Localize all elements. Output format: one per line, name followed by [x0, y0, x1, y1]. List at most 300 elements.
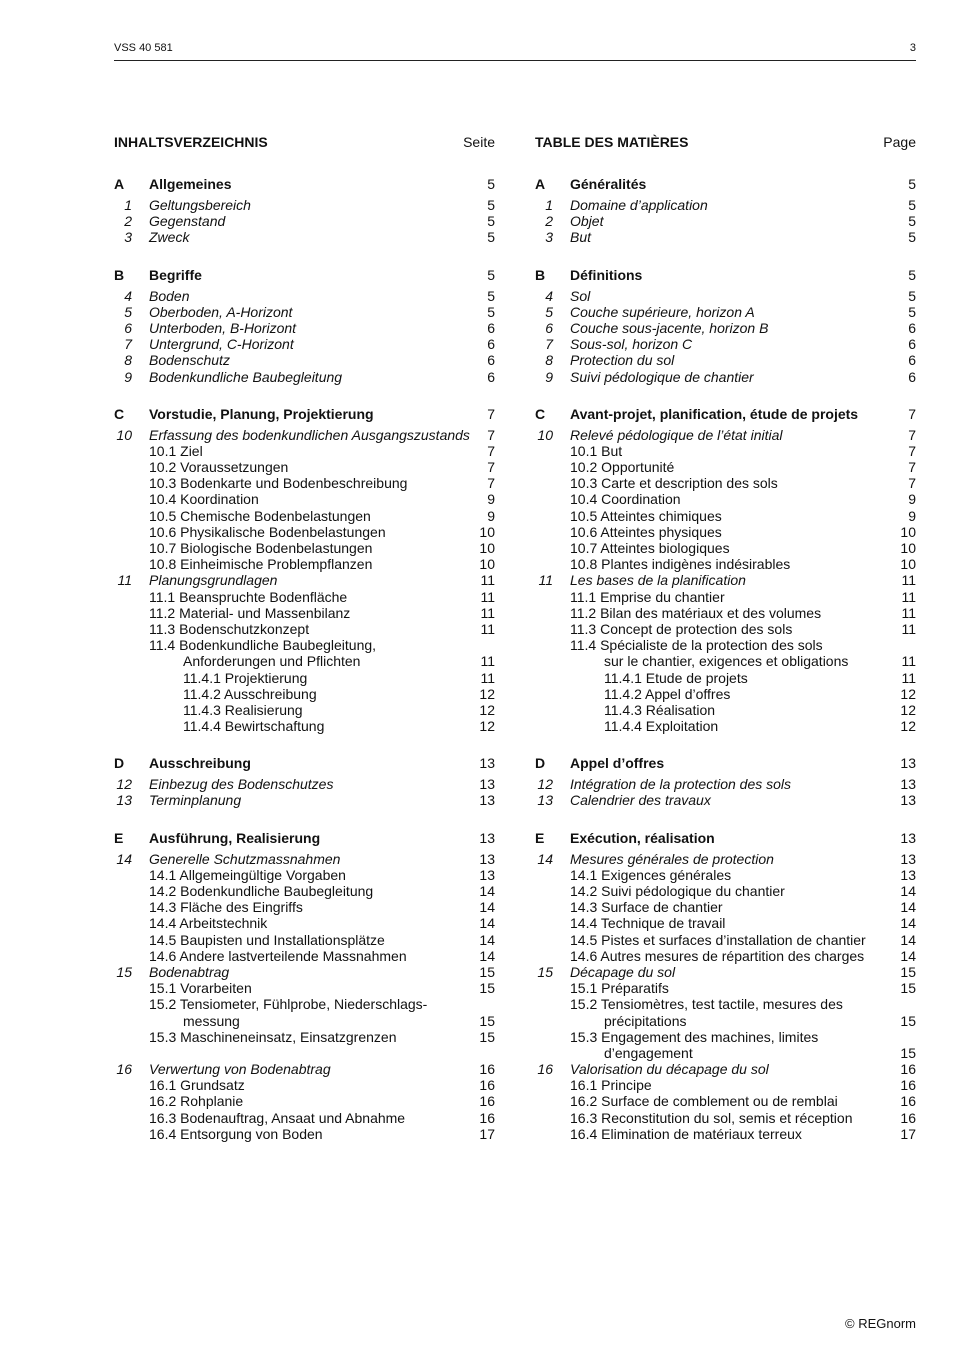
- toc-subentry: [535, 508, 916, 524]
- toc-entry-label: 16.3 Reconstitution du sol, semis et réception: [570, 1109, 853, 1126]
- toc-chapter-entry: [535, 197, 916, 213]
- section-spacer: [535, 385, 916, 403]
- toc-entry-label: 14.4 Arbeitstechnik: [149, 915, 268, 932]
- toc-entry-number: D: [535, 755, 546, 772]
- toc-entry-label: 10.6 Physikalische Bodenbelastungen: [149, 523, 386, 540]
- toc-entry-number: 16: [537, 1061, 553, 1078]
- toc-entry-page: 5: [908, 176, 916, 192]
- toc-subentry: [535, 605, 916, 621]
- toc-entry-label: précipitations: [604, 1012, 687, 1029]
- toc-entry-page: 10: [900, 523, 916, 540]
- toc-entry-page: 5: [487, 287, 495, 304]
- toc-entry-label: Planungsgrundlagen: [149, 572, 278, 589]
- toc-entry-page: 7: [487, 475, 495, 492]
- toc-subentry: [535, 1110, 916, 1126]
- toc-subentry: [114, 491, 495, 507]
- toc-entry-page: 16: [479, 1093, 495, 1110]
- toc-entry-label: 10.4 Koordination: [149, 491, 259, 508]
- toc-entry-number: 9: [545, 368, 553, 385]
- toc-entry-label: sur le chantier, exigences et obligations: [604, 653, 849, 670]
- toc-chapter-entry: [535, 851, 916, 867]
- toc-entry-page: 11: [901, 588, 916, 605]
- toc-entry-page: 11: [480, 669, 495, 686]
- toc-entry-page: 12: [900, 701, 916, 718]
- toc-entry-label: Couche supérieure, horizon A: [570, 303, 755, 320]
- toc-entry-page: 11: [901, 620, 916, 637]
- toc-entry-label: 14.6 Andere lastverteilende Massnahmen: [149, 947, 407, 964]
- toc-entry-page: 14: [479, 931, 495, 948]
- toc-entry-label: Verwertung von Bodenabtrag: [149, 1061, 331, 1078]
- toc-entry-label: Définitions: [570, 266, 643, 283]
- toc-subentry: [114, 540, 495, 556]
- toc-entry-label: 16.1 Grundsatz: [149, 1077, 245, 1094]
- toc-entry-number: 8: [124, 352, 132, 369]
- toc-entry-page: 12: [479, 718, 495, 735]
- toc-entry-page: 9: [908, 491, 916, 508]
- toc-subentry: [114, 475, 495, 491]
- toc-entry-label: But: [570, 229, 592, 246]
- toc-entry-label: Gegenstand: [149, 213, 226, 230]
- toc-entry-page: 13: [900, 866, 916, 883]
- toc-chapter-entry: [114, 288, 495, 304]
- toc-entry-label: 16.4 Elimination de matériaux terreux: [570, 1125, 802, 1142]
- toc-entry-label: 10.7 Atteintes biologiques: [570, 540, 730, 556]
- toc-subentry: [535, 932, 916, 948]
- toc-section-heading: [114, 173, 495, 195]
- toc-entry-page: 7: [908, 475, 916, 492]
- toc-subentry: [114, 718, 495, 734]
- toc-entry-label: 10.6 Atteintes physiques: [570, 523, 722, 540]
- toc-subentry: [114, 443, 495, 459]
- toc-entry-page: 14: [479, 915, 495, 932]
- toc-entry-label: Generelle Schutzmassnahmen: [149, 850, 341, 867]
- toc-entry-page: 9: [487, 507, 495, 524]
- toc-chapter-entry: [114, 229, 495, 245]
- toc-entry-page: 11: [901, 604, 916, 621]
- toc-subentry: [114, 637, 495, 653]
- toc-title: INHALTSVERZEICHNIS: [114, 134, 268, 150]
- toc-entry-label: 15.1 Préparatifs: [570, 980, 669, 997]
- toc-column-french: [535, 134, 916, 1142]
- toc-entry-label: 10.3 Carte et description des sols: [570, 475, 778, 492]
- toc-entry-number: 10: [537, 426, 553, 443]
- toc-entry-label: 16.2 Surface de comblement ou de remblai: [570, 1093, 838, 1110]
- toc-entry-number: 1: [124, 197, 132, 213]
- toc-entry-page: 15: [900, 1044, 916, 1061]
- toc-entry-page: 15: [479, 963, 495, 980]
- toc-page-label: Page: [883, 134, 916, 150]
- toc-entry-page: 14: [900, 931, 916, 948]
- toc-entry-number: 7: [545, 336, 553, 353]
- toc-entry-page: 17: [479, 1125, 495, 1142]
- toc-entry-page: 5: [487, 176, 495, 192]
- toc-entry-page: 5: [908, 303, 916, 320]
- toc-entry-label: 10.2 Voraussetzungen: [149, 459, 289, 476]
- toc-title: TABLE DES MATIÈRES: [535, 134, 689, 150]
- toc-entry-page: 7: [908, 442, 916, 459]
- toc-subentry: [114, 980, 495, 996]
- toc-entry-label: Bodenschutz: [149, 352, 230, 369]
- toc-section-heading: [114, 752, 495, 774]
- toc-subentry: [114, 1029, 495, 1045]
- toc-subentry: [535, 686, 916, 702]
- toc-entry-page: 13: [900, 755, 916, 772]
- toc-entry-label: Mesures générales de protection: [570, 850, 774, 867]
- toc-entry-number: D: [114, 755, 125, 772]
- toc-entry-number: 14: [537, 850, 553, 867]
- toc-entry-label: 10.2 Opportunité: [570, 459, 675, 476]
- toc-entry-label: 11.1 Beanspruchte Bodenfläche: [149, 588, 348, 605]
- toc-entry-label: 16.1 Principe: [570, 1077, 652, 1094]
- toc-subentry: [535, 948, 916, 964]
- toc-column-german: [114, 134, 495, 1142]
- toc-entry-page: 7: [487, 426, 495, 443]
- toc-subentry: [535, 915, 916, 931]
- toc-entry-page: 10: [479, 556, 495, 573]
- toc-entry-page: 13: [479, 829, 495, 846]
- toc-entry-page: 16: [900, 1093, 916, 1110]
- toc-entry-label: Couche sous-jacente, horizon B: [570, 319, 769, 336]
- toc-chapter-entry: [114, 776, 495, 792]
- toc-entry-page: 6: [908, 336, 916, 353]
- toc-entry-number: 11: [117, 572, 132, 589]
- toc-entry-page: 7: [908, 459, 916, 476]
- toc-entry-page: 7: [487, 405, 495, 422]
- toc-entry-page: 5: [908, 197, 916, 213]
- toc-entry-page: 5: [908, 287, 916, 304]
- toc-subentry: [114, 621, 495, 637]
- toc-header: [114, 134, 495, 154]
- section-spacer: [114, 809, 495, 827]
- toc-entry-label: Vorstudie, Planung, Projektierung: [149, 405, 374, 422]
- toc-entry-label: Les bases de la planification: [570, 572, 746, 589]
- toc-entry-label: Ausschreibung: [149, 755, 251, 772]
- toc-subentry: [114, 883, 495, 899]
- toc-entry-label: Einbezug des Bodenschutzes: [149, 776, 334, 793]
- toc-entry-page: 15: [479, 980, 495, 997]
- toc-entry-page: 16: [900, 1077, 916, 1094]
- toc-entry-continuation: [535, 1045, 916, 1061]
- toc-chapter-entry: [535, 964, 916, 980]
- toc-entry-label: 14.1 Exigences générales: [570, 866, 732, 883]
- toc-entry-label: 10.1 Ziel: [149, 442, 203, 459]
- toc-entry-page: 14: [900, 899, 916, 916]
- toc-entry-page: 11: [901, 669, 916, 686]
- toc-entry-number: 5: [124, 303, 132, 320]
- toc-entry-label: 11.4.1 Etude de projets: [604, 669, 748, 686]
- toc-subentry: [535, 524, 916, 540]
- toc-entry-number: B: [114, 266, 125, 283]
- toc-entry-label: 11.1 Emprise du chantier: [570, 588, 725, 605]
- toc-entry-number: 4: [545, 287, 553, 304]
- toc-entry-label: Anforderungen und Pflichten: [183, 653, 361, 670]
- toc-entry-label: 11.4 Spécialiste de la protection des sols: [570, 637, 823, 654]
- toc-entry-number: C: [114, 405, 125, 422]
- toc-entry-label: 16.2 Rohplanie: [149, 1093, 244, 1110]
- toc-entry-label: Calendrier des travaux: [570, 792, 711, 809]
- toc-entry-number: 7: [124, 336, 132, 353]
- toc-entry-label: 15.3 Maschineneinsatz, Einsatzgrenzen: [149, 1028, 397, 1045]
- toc-subentry: [535, 1126, 916, 1142]
- toc-entry-page: 10: [479, 540, 495, 556]
- toc-entry-label: Boden: [149, 287, 190, 304]
- toc-chapter-entry: [535, 352, 916, 368]
- toc-entry-number: 11: [538, 572, 553, 589]
- toc-entry-page: 13: [479, 776, 495, 793]
- toc-entry-label: 11.2 Bilan des matériaux et des volumes: [570, 604, 822, 621]
- toc-entry-label: 15.2 Tensiometer, Fühlprobe, Niederschlags-: [149, 996, 428, 1013]
- toc-entry-number: 15: [537, 963, 553, 980]
- toc-section-heading: [535, 173, 916, 195]
- section-spacer: [114, 246, 495, 264]
- toc-entry-page: 5: [908, 229, 916, 246]
- document-id: VSS 40 581: [114, 42, 173, 54]
- toc-entry-page: 11: [480, 604, 495, 621]
- toc-subentry: [114, 1077, 495, 1093]
- toc-subentry: [535, 996, 916, 1012]
- toc-entry-number: 6: [545, 319, 553, 336]
- toc-section-heading: [114, 264, 495, 286]
- toc-subentry: [114, 605, 495, 621]
- toc-entry-label: Valorisation du décapage du sol: [570, 1061, 769, 1078]
- toc-subentry: [535, 670, 916, 686]
- toc-subentry: [114, 1093, 495, 1109]
- toc-entries: [114, 173, 495, 1142]
- toc-subentry: [114, 932, 495, 948]
- toc-entry-label: 15.1 Vorarbeiten: [149, 980, 252, 997]
- toc-subentry: [535, 475, 916, 491]
- toc-entry-label: 10.4 Coordination: [570, 491, 681, 508]
- toc-entry-page: 9: [908, 507, 916, 524]
- toc-entry-continuation: [535, 653, 916, 669]
- section-spacer: [114, 385, 495, 403]
- page-number: 3: [909, 42, 916, 54]
- toc-chapter-entry: [535, 336, 916, 352]
- section-spacer: [535, 734, 916, 752]
- toc-entry-page: 13: [479, 755, 495, 772]
- toc-chapter-entry: [535, 776, 916, 792]
- toc-entry-label: 10.7 Biologische Bodenbelastungen: [149, 540, 373, 556]
- toc-entry-number: 2: [545, 213, 553, 230]
- toc-subentry: [114, 686, 495, 702]
- toc-entry-page: 13: [900, 792, 916, 809]
- toc-entry-page: 15: [900, 963, 916, 980]
- toc-subentry: [535, 1029, 916, 1045]
- toc-chapter-entry: [535, 288, 916, 304]
- toc-entry-page: 17: [900, 1125, 916, 1142]
- toc-entry-number: 15: [116, 963, 132, 980]
- toc-entry-page: 7: [487, 459, 495, 476]
- toc-entry-number: 12: [537, 776, 553, 793]
- toc-entry-page: 11: [480, 620, 495, 637]
- toc-section-heading: [114, 403, 495, 425]
- toc-entry-label: 14.3 Surface de chantier: [570, 899, 723, 916]
- toc-subentry: [114, 459, 495, 475]
- toc-entry-label: 14.3 Fläche des Eingriffs: [149, 899, 303, 916]
- toc-chapter-entry: [535, 572, 916, 588]
- toc-subentry: [114, 508, 495, 524]
- toc-entry-page: 11: [480, 572, 495, 589]
- header-rule: [114, 60, 916, 61]
- toc-entry-number: E: [114, 829, 124, 846]
- toc-entry-label: 11.3 Bodenschutzkonzept: [149, 620, 310, 637]
- toc-chapter-entry: [114, 851, 495, 867]
- toc-entry-page: 12: [900, 718, 916, 735]
- toc-entry-page: 6: [908, 352, 916, 369]
- toc-entry-page: 15: [479, 1012, 495, 1029]
- toc-section-heading: [535, 752, 916, 774]
- toc-chapter-entry: [535, 213, 916, 229]
- toc-entry-label: Appel d’offres: [570, 755, 665, 772]
- toc-entry-number: 4: [124, 287, 132, 304]
- toc-subentry: [535, 540, 916, 556]
- toc-entry-label: Intégration de la protection des sols: [570, 776, 792, 793]
- toc-entry-number: A: [114, 176, 125, 192]
- toc-entry-page: 5: [908, 213, 916, 230]
- toc-entry-page: 13: [479, 850, 495, 867]
- toc-entries: [535, 173, 916, 1142]
- toc-entry-page: 5: [487, 303, 495, 320]
- toc-entry-page: 6: [487, 319, 495, 336]
- toc-entry-number: 5: [545, 303, 553, 320]
- toc-entry-label: 10.8 Einheimische Problempflanzen: [149, 556, 373, 573]
- toc-chapter-entry: [535, 320, 916, 336]
- toc-entry-number: 2: [124, 213, 132, 230]
- toc-entry-page: 14: [479, 883, 495, 899]
- toc-entry-page: 12: [479, 685, 495, 702]
- toc-entry-number: 6: [124, 319, 132, 336]
- toc-entry-label: Exécution, réalisation: [570, 829, 715, 846]
- toc-entry-page: 14: [900, 883, 916, 899]
- toc-entry-label: 11.4.1 Projektierung: [183, 669, 308, 686]
- toc-entry-label: Oberboden, A-Horizont: [149, 303, 293, 320]
- toc-entry-page: 15: [900, 1012, 916, 1029]
- toc-entry-label: 14.5 Pistes et surfaces d’installation de chantier: [570, 931, 866, 948]
- toc-chapter-entry: [535, 1061, 916, 1077]
- toc-subentry: [535, 718, 916, 734]
- toc-subentry: [114, 670, 495, 686]
- toc-subentry: [114, 948, 495, 964]
- toc-entry-label: Décapage du sol: [570, 963, 676, 980]
- toc-entry-number: 1: [545, 197, 553, 213]
- toc-subentry: [535, 867, 916, 883]
- toc-entry-page: 7: [487, 442, 495, 459]
- toc-entry-label: 15.2 Tensiomètres, test tactile, mesures des: [570, 996, 843, 1013]
- toc-entry-page: 5: [908, 266, 916, 283]
- toc-entry-label: 11.4.4 Exploitation: [604, 718, 719, 735]
- toc-entry-page: 14: [479, 899, 495, 916]
- toc-entry-page: 6: [487, 352, 495, 369]
- toc-entry-page: 5: [487, 197, 495, 213]
- toc-entry-page: 16: [479, 1061, 495, 1078]
- toc-entry-page: 12: [900, 685, 916, 702]
- toc-entry-page: 5: [487, 229, 495, 246]
- toc-entry-label: Suivi pédologique de chantier: [570, 368, 754, 385]
- toc-entry-page: 5: [487, 213, 495, 230]
- toc-entry-page: 14: [479, 947, 495, 964]
- toc-section-heading: [535, 827, 916, 849]
- toc-entry-label: Bodenkundliche Baubegleitung: [149, 368, 343, 385]
- toc-entry-page: 11: [480, 588, 495, 605]
- toc-subentry: [114, 915, 495, 931]
- toc-entry-number: 14: [116, 850, 132, 867]
- toc-entry-label: Objet: [570, 213, 604, 230]
- toc-entry-number: B: [535, 266, 546, 283]
- toc-entry-label: Relevé pédologique de l’état initial: [570, 426, 783, 443]
- toc-entry-label: Untergrund, C-Horizont: [149, 336, 294, 353]
- toc-entry-page: 16: [479, 1077, 495, 1094]
- toc-entry-label: 15.3 Engagement des machines, limites: [570, 1028, 819, 1045]
- toc-entry-label: 14.6 Autres mesures de répartition des charges: [570, 947, 865, 964]
- toc-page-label: Seite: [463, 134, 495, 150]
- toc-entry-label: 11.4 Bodenkundliche Baubegleitung,: [149, 637, 377, 654]
- toc-chapter-entry: [535, 792, 916, 808]
- toc-entry-page: 14: [900, 915, 916, 932]
- toc-entry-page: 9: [487, 491, 495, 508]
- toc-entry-label: 16.4 Entsorgung von Boden: [149, 1125, 323, 1142]
- toc-section-heading: [114, 827, 495, 849]
- toc-entry-label: 10.3 Bodenkarte und Bodenbeschreibung: [149, 475, 408, 492]
- toc-subentry: [114, 1126, 495, 1142]
- toc-chapter-entry: [535, 427, 916, 443]
- toc-chapter-entry: [535, 304, 916, 320]
- toc-entry-label: 11.4.2 Ausschreibung: [183, 685, 317, 702]
- toc-entry-label: 11.4.3 Realisierung: [183, 701, 303, 718]
- toc-entry-page: 11: [901, 572, 916, 589]
- toc-entry-page: 12: [479, 701, 495, 718]
- toc-entry-page: 7: [908, 426, 916, 443]
- toc-entry-label: 16.3 Bodenauftrag, Ansaat und Abnahme: [149, 1109, 406, 1126]
- toc-entry-label: 14.4 Technique de travail: [570, 915, 726, 932]
- toc-entry-page: 13: [900, 829, 916, 846]
- toc-entry-number: A: [535, 176, 546, 192]
- toc-entry-label: Terminplanung: [149, 792, 242, 809]
- section-spacer: [114, 1045, 495, 1061]
- toc-chapter-entry: [114, 572, 495, 588]
- toc-entry-page: 16: [900, 1061, 916, 1078]
- toc-entry-page: 15: [479, 1028, 495, 1045]
- toc-subentry: [535, 459, 916, 475]
- toc-entry-page: 10: [479, 523, 495, 540]
- toc-subentry: [114, 1110, 495, 1126]
- toc-entry-page: 6: [487, 336, 495, 353]
- toc-chapter-entry: [114, 320, 495, 336]
- toc-entry-label: Domaine d’application: [570, 197, 708, 213]
- toc-entry-label: Erfassung des bodenkundlichen Ausgangszustands: [149, 426, 470, 443]
- toc-subentry: [114, 899, 495, 915]
- toc-entry-label: d’engagement: [604, 1044, 693, 1061]
- toc-subentry: [535, 621, 916, 637]
- toc-entry-page: 13: [479, 792, 495, 809]
- toc-entry-number: 16: [116, 1061, 132, 1078]
- toc-subentry: [535, 637, 916, 653]
- toc-subentry: [114, 524, 495, 540]
- toc-subentry: [114, 996, 495, 1012]
- toc-entry-page: 16: [479, 1109, 495, 1126]
- toc-entry-continuation: [535, 1013, 916, 1029]
- toc-entry-label: Généralités: [570, 176, 647, 192]
- toc-entry-label: Bodenabtrag: [149, 963, 230, 980]
- toc-entry-label: 11.4.2 Appel d’offres: [604, 685, 731, 702]
- toc-entry-number: 8: [545, 352, 553, 369]
- toc-subentry: [535, 899, 916, 915]
- toc-entry-label: Zweck: [149, 229, 190, 246]
- toc-subentry: [535, 1077, 916, 1093]
- toc-entry-page: 16: [900, 1109, 916, 1126]
- toc-entry-number: 9: [124, 368, 132, 385]
- toc-entry-number: 10: [116, 426, 132, 443]
- toc-chapter-entry: [114, 304, 495, 320]
